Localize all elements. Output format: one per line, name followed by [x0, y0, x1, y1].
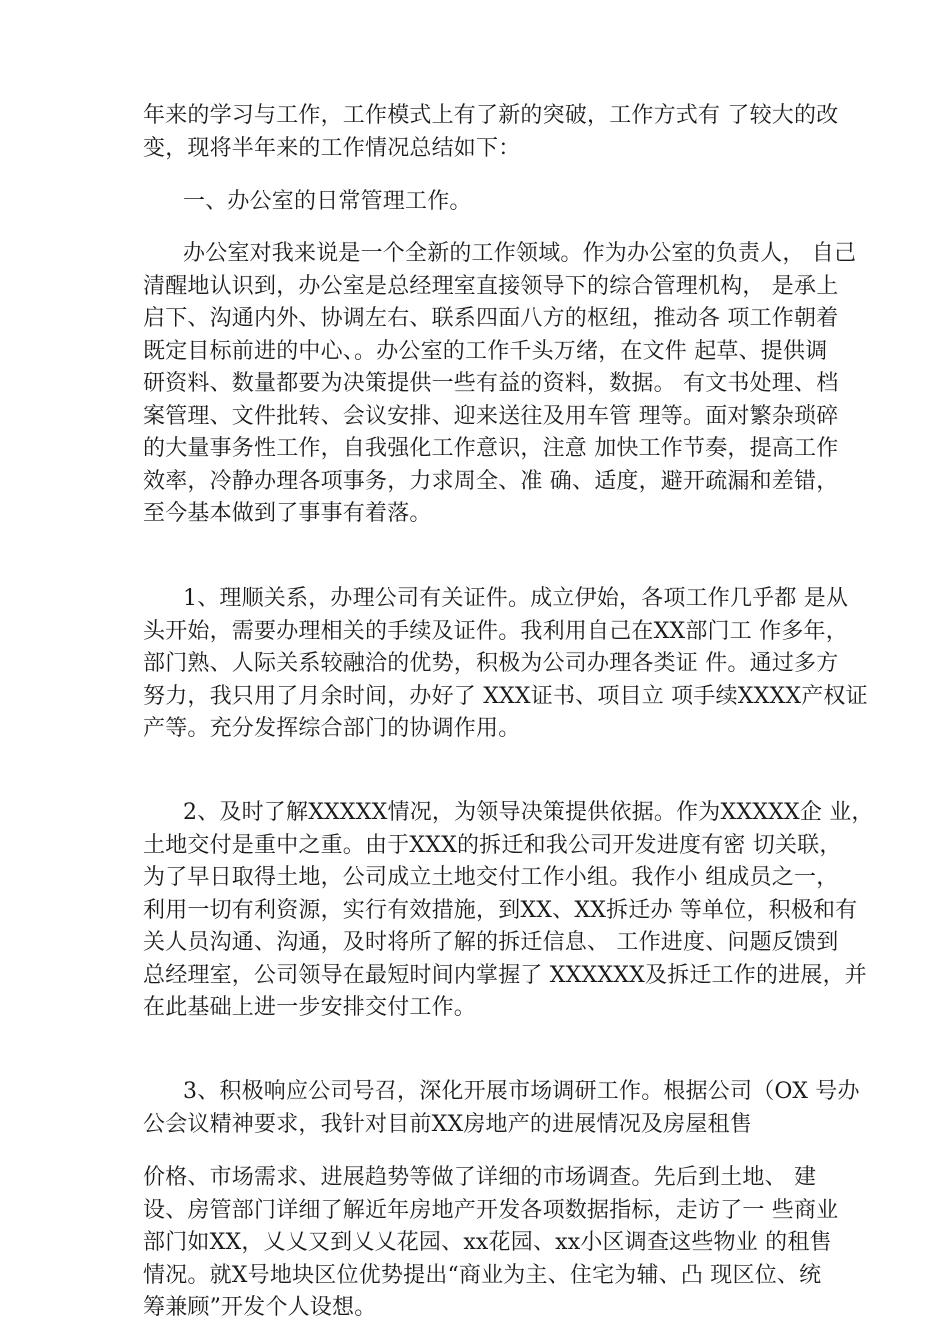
text-line: 变，现将半年来的工作情况总结如下： — [143, 135, 521, 161]
text-line: 土地交付是重中之重。由于XXX的拆迁和我公司开发进度有密 切关联， — [143, 832, 842, 858]
heading-line: 一、办公室的日常管理工作。 — [183, 189, 472, 214]
item-1-paragraph — [143, 583, 868, 746]
intro-paragraph — [143, 100, 839, 165]
text-line: 的大量事务性工作，自我强化工作意识，注意 加快工作节奏，提高工作 — [143, 436, 839, 461]
text-line: 产等。充分发挥综合部门的协调作用。 — [143, 716, 521, 741]
text-line: 启下、沟通内外、协调左右、联系四面八方的枢纽，推动各 项工作朝着 — [143, 306, 839, 331]
text-line: 3、积极响应公司号召，深化开展市场调研工作。根据公司（OX 号办 — [183, 1079, 860, 1104]
text-line: 努力，我只用了月余时间，办好了 XXX证书、项目立 项手续XXXX产权证 — [143, 683, 868, 709]
text-line: 设、房管部门详细了解近年房地产开发各项数据指标，走访了一 些商业 — [143, 1197, 839, 1223]
text-line: 情况。就X号地块区位优势提出“商业为主、住宅为辅、凸 现区位、统 — [143, 1262, 822, 1288]
text-line: 筹兼顾”开发个人设想。 — [143, 1295, 377, 1320]
text-line: 效率，冷静办理各项事务，力求周全、准 确、适度，避开疏漏和差错， — [143, 468, 839, 494]
text-line: 头开始，需要办理相关的手续及证件。我利用自己在XX部门工 作多年， — [143, 618, 848, 644]
text-line: 利用一切有利资源，实行有效措施，到XX、XX拆迁办 等单位，积极和有 — [143, 897, 858, 923]
text-line: 部门熟、人际关系较融洽的优势，积极为公司办理各类证 件。通过多方 — [143, 651, 839, 676]
text-line: 既定目标前进的中心、。办公室的工作千头万绪，在文件 起草、提供调 — [143, 338, 828, 364]
text-line: 2、及时了解XXXXX情况，为领导决策提供依据。作为XXXXX企 业， — [183, 800, 874, 825]
text-line: 研资料、数量都要为决策提供一些有益的资料，数据。 有文书处理、档 — [143, 371, 839, 396]
item-3-paragraph — [143, 1076, 860, 1141]
item-3-continued-paragraph — [143, 1162, 839, 1325]
section-heading — [143, 186, 815, 219]
text-line: 总经理室，公司领导在最短时间内掌握了 XXXXXX及拆迁工作的进展，并 — [143, 962, 867, 988]
text-line: 价格、市场需求、进展趋势等做了详细的市场调查。先后到土地、 建 — [143, 1165, 817, 1190]
text-line: 办公室对我来说是一个全新的工作领域。作为办公室的负责人， 自己 — [183, 241, 857, 266]
text-line: 部门如XX，乂乂又到乂乂花园、xx花园、xx小区调查这些物业 的租售 — [143, 1230, 832, 1255]
text-line: 在此基础上进一步安排交付工作。 — [143, 995, 477, 1020]
text-line: 案管理、文件批转、会议安排、迎来送往及用车管 理等。面对繁杂琐碎 — [143, 403, 839, 429]
text-line: 至今基本做到了事事有着落。 — [143, 501, 432, 526]
text-line: 年来的学习与工作，工作模式上有了新的突破，工作方式有 了较大的改 — [143, 103, 839, 128]
text-line: 为了早日取得土地，公司成立土地交付工作小组。我作小 组成员之一， — [143, 865, 839, 890]
office-paragraph — [143, 238, 857, 531]
text-line: 关人员沟通、沟通，及时将所了解的拆迁信息、 工作进度、问题反馈到 — [143, 930, 839, 955]
text-line: 1、理顺关系，办理公司有关证件。成立伊始，各项工作几乎都 是从 — [183, 586, 849, 611]
item-2-paragraph — [143, 797, 874, 1025]
text-line: 清醒地认识到，办公室是总经理室直接领导下的综合管理机构， 是承上 — [143, 273, 839, 299]
text-line: 公会议精神要求，我针对目前XX房地产的进展情况及房屋租售 — [143, 1111, 752, 1137]
